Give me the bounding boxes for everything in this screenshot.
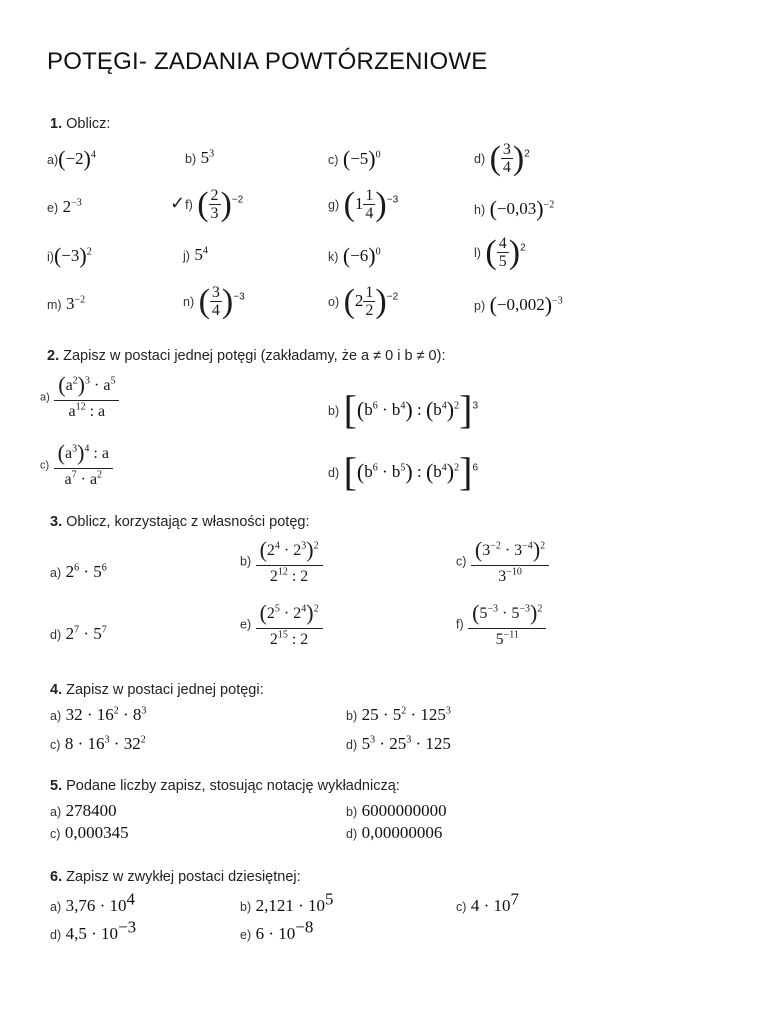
exercise-instruction: Zapisz w zwykłej postaci dziesiętnej:: [66, 869, 301, 885]
item-label: k): [328, 250, 339, 264]
item-label: d): [50, 628, 62, 642]
ex1-item-l: l) ( $\frac{4}{5}$ )$^2$: [474, 234, 526, 271]
item-label: c): [328, 153, 339, 167]
exercise-instruction: Podane liczby zapisz, stosując notację wykładniczą:: [66, 778, 400, 794]
number-value: 0,000345: [64, 823, 129, 842]
ex2-item-d: d) [$(b^6 \cdot b^5)$ : $(b^4)^2]^6$: [328, 449, 479, 494]
ex3-item-d: d) $2^7 \cdot 5^7$: [50, 624, 107, 643]
exercise-number: 6.: [50, 869, 63, 885]
ex1-item-p: p) $(-0,002)^{-3}$: [474, 292, 563, 317]
ex1-item-e: e) $2^{-3}$: [47, 197, 82, 216]
mantissa: 2,121 · 10: [255, 896, 325, 915]
ex5-item-d: [346, 823, 442, 843]
exercise-instruction: Zapisz w postaci jednej potęgi:: [66, 682, 264, 698]
ex3-item-a: a) $2^6 \cdot 5^6$: [50, 562, 107, 581]
number-value: 278400: [65, 801, 117, 820]
ex2-item-b: b) [$(b^6 \cdot b^4)$ : $(b^4)^2]^3$: [328, 387, 479, 432]
ex6-item-a: [50, 889, 135, 916]
exercise-number: 5.: [50, 778, 63, 794]
ex2-item-a: a) $\frac{(a^2)^3 \cdot a^5}{a^{12} : a}$: [40, 372, 119, 421]
item-label: j): [183, 249, 190, 263]
item-label: c): [456, 900, 467, 914]
item-label: c): [50, 827, 61, 841]
item-label: c): [456, 554, 467, 569]
mantissa: 6 · 10: [255, 924, 296, 943]
item-label: b): [185, 152, 197, 166]
exponent: 7: [510, 889, 520, 909]
item-label: f): [185, 198, 193, 212]
item-label: o): [328, 295, 340, 309]
ex1-item-n: n) ( $\frac{3}{4}$ )$^{-3}$: [183, 283, 245, 320]
ex4-item-b: b) $25 \cdot 5^2 \cdot 125^3$: [346, 705, 451, 724]
item-label: m): [47, 298, 62, 312]
exercise-number: 1.: [50, 116, 63, 132]
item-label: d): [328, 466, 340, 480]
item-label: e): [240, 928, 252, 942]
ex5-item-c: [50, 823, 129, 843]
item-label: e): [47, 201, 59, 215]
ex6-item-d: [50, 917, 137, 944]
item-label: c): [40, 459, 50, 472]
ex1-item-j: j) $5^4$: [183, 245, 208, 264]
item-label: i): [47, 250, 54, 264]
ex4-item-a: a) $32 \cdot 16^2 \cdot 8^3$: [50, 705, 147, 724]
item-label: l): [474, 246, 481, 260]
exercise-instruction: Oblicz:: [66, 116, 111, 132]
item-label: g): [328, 198, 340, 212]
exercise-5-heading: [50, 778, 400, 794]
exercise-number: 2.: [47, 348, 60, 364]
item-label: p): [474, 299, 486, 313]
ex1-item-m: m) $3^{-2}$: [47, 294, 86, 313]
exercise-1-heading: [50, 116, 110, 132]
exercise-number: 3.: [50, 514, 63, 530]
ex1-item-d: d) ( $\frac{3}{4}$ )$^2$: [474, 140, 530, 177]
exponent: −3: [118, 917, 137, 937]
number-value: 0,00000006: [361, 823, 443, 842]
item-label: b): [240, 554, 252, 569]
exercise-6-heading: [50, 869, 301, 885]
ex5-item-a: [50, 801, 117, 821]
mantissa: 3,76 · 10: [65, 896, 127, 915]
exercise-2-heading: [47, 348, 445, 364]
item-label: a): [50, 900, 62, 914]
item-label: a): [50, 709, 62, 723]
exercise-instruction: Zapisz w postaci jednej potęgi (zakładamy, że a ≠ 0 i b ≠ 0):: [63, 348, 446, 364]
item-label: a): [50, 566, 62, 580]
ex1-item-b: b) $5^3$: [185, 148, 215, 167]
number-value: 6000000000: [361, 801, 447, 820]
exponent: 4: [126, 889, 135, 909]
ex3-item-c: c) $\frac{(3^{-2} \cdot 3^{-4})^2}{3^{-10}}$: [456, 537, 549, 586]
exercise-3-heading: [50, 514, 310, 530]
ex1-item-i: $i)(-3)^2$: [47, 243, 92, 268]
item-label: a): [47, 153, 59, 167]
item-label: d): [346, 827, 358, 841]
item-label: f): [456, 617, 464, 632]
exponent: −8: [295, 917, 314, 937]
ex6-item-c: [456, 889, 520, 916]
handwritten-check-mark: ✓: [170, 193, 186, 213]
exponent: 5: [325, 889, 334, 909]
ex2-item-c: c) $\frac{(a^3)^4 : a}{a^7 \cdot a^2}$: [40, 440, 113, 489]
ex1-item-g: g) (1 $\frac{1}{4}$ )$^{-3}$: [328, 186, 399, 223]
page-title: POTĘGI- ZADANIA POWTÓRZENIOWE: [47, 48, 488, 75]
exercise-instruction: Oblicz, korzystając z własności potęg:: [66, 514, 310, 530]
ex1-item-a: $a)(-2)^4$: [47, 146, 96, 171]
ex5-item-b: [346, 801, 447, 821]
item-label: b): [240, 900, 252, 914]
ex1-item-o: o) (2 $\frac{1}{2}$ )$^{-2}$: [328, 283, 399, 320]
item-label: b): [328, 404, 340, 418]
exercise-number: 4.: [50, 682, 63, 698]
ex1-item-c: c) $(-5)^0$: [328, 146, 381, 171]
ex1-item-h: h) $(-0,03)^{-2}$: [474, 196, 555, 221]
ex3-item-f: f) $\frac{(5^{-3} \cdot 5^{-3})^2}{5^{-11}}$: [456, 600, 546, 649]
ex4-item-c: c) $8 \cdot 16^3 \cdot 32^2$: [50, 734, 146, 753]
item-label: d): [346, 738, 358, 752]
ex1-item-k: k) $(-6)^0$: [328, 243, 381, 268]
ex3-item-e: e) $\frac{(2^5 \cdot 2^4)^2}{2^{15} : 2}$: [240, 600, 323, 649]
ex6-item-b: [240, 889, 334, 916]
ex3-item-b: b) $\frac{(2^4 \cdot 2^3)^2}{2^{12} : 2}$: [240, 537, 323, 586]
exercise-4-heading: [50, 682, 264, 698]
item-label: d): [474, 152, 486, 166]
item-label: c): [50, 738, 61, 752]
item-label: a): [40, 391, 50, 404]
item-label: b): [346, 805, 358, 819]
ex4-item-d: d) $5^3 \cdot 25^3 \cdot 125$: [346, 734, 451, 753]
ex6-item-e: [240, 917, 314, 944]
mantissa: 4 · 10: [470, 896, 511, 915]
item-label: e): [240, 617, 252, 632]
item-label: b): [346, 709, 358, 723]
ex1-item-f: ✓f) ( $\frac{2}{3}$ )$^{-2}$: [170, 186, 244, 223]
item-label: h): [474, 203, 486, 217]
item-label: d): [50, 928, 62, 942]
mantissa: 4,5 · 10: [65, 924, 118, 943]
item-label: n): [183, 295, 195, 309]
item-label: a): [50, 805, 62, 819]
